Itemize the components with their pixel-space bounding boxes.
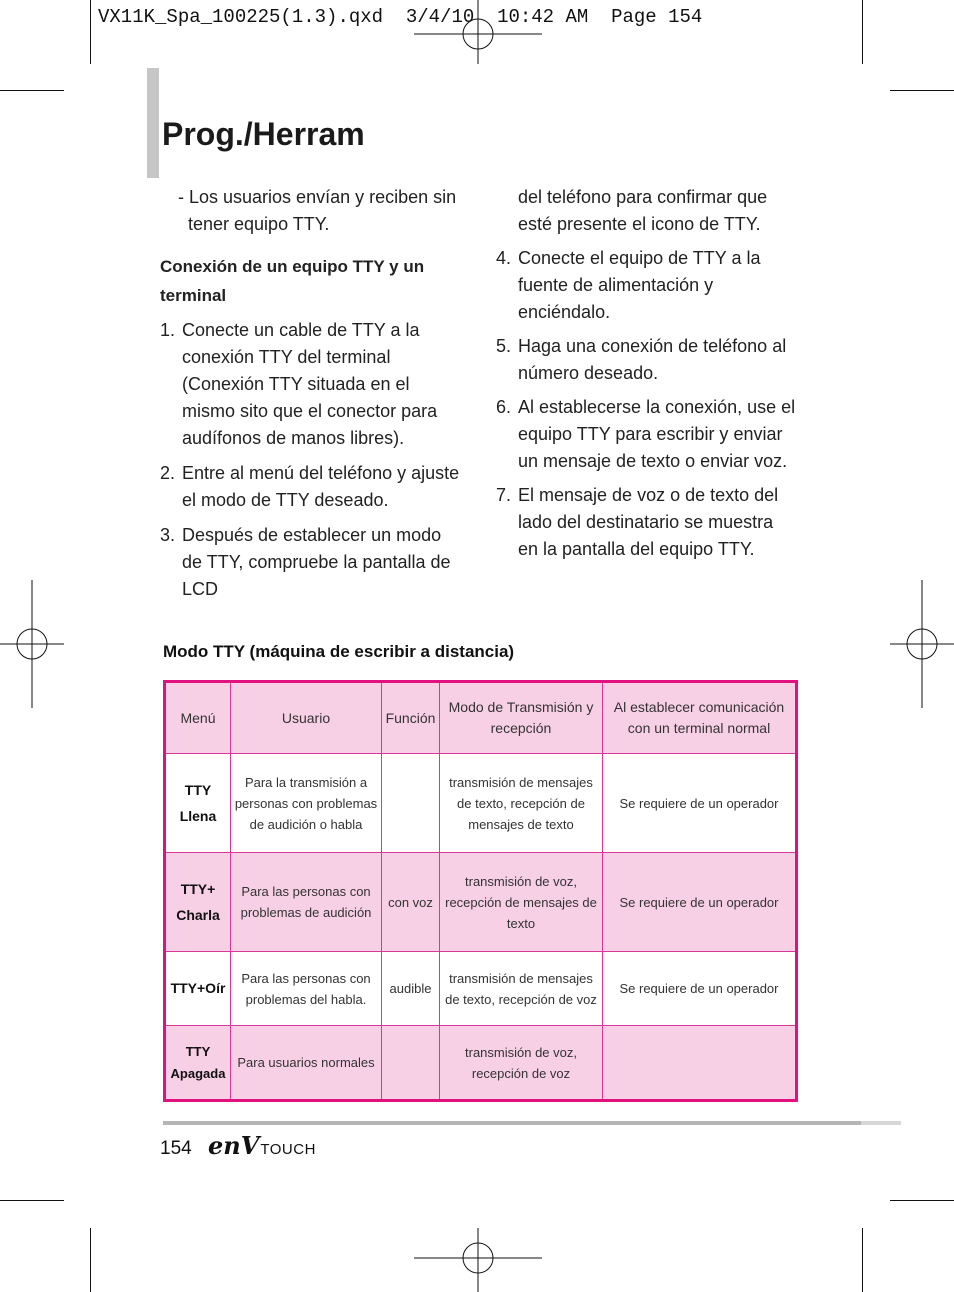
step-item — [496, 333, 796, 387]
bullet-paragraph: - Los usuarios envían y reciben sin tener equipo TTY. — [178, 187, 457, 234]
step-text: Después de establecer un modo de TTY, compruebe la pantalla de LCD — [182, 525, 451, 599]
table-cell-usuario: Para usuarios normales — [231, 1026, 382, 1101]
table-cell-modo: transmisión de voz, recepción de mensajes de texto — [440, 853, 603, 952]
table-header-cell: Menú — [165, 682, 231, 754]
step-item — [160, 317, 460, 452]
table-cell-modo: transmisión de mensajes de texto, recepción de mensajes de texto — [440, 754, 603, 853]
right-column — [496, 184, 796, 563]
brand-logo — [208, 1131, 316, 1160]
table-cell-menu — [165, 853, 231, 952]
table-cell-modo: transmisión de mensajes de texto, recepción de voz — [440, 952, 603, 1026]
table-cell-usuario: Para las personas con problemas de audición — [231, 853, 382, 952]
crop-mark — [890, 90, 954, 91]
table-header-cell: Modo de Transmisión y recepción — [440, 682, 603, 754]
tty-mode-table — [163, 680, 798, 1102]
table-cell-funcion — [382, 1026, 440, 1101]
table-header-cell: Usuario — [231, 682, 382, 754]
table-cell-menu — [165, 754, 231, 853]
brand-logo-touch: TOUCH — [260, 1141, 316, 1158]
print-slug: VX11K_Spa_100225(1.3).qxd 3/4/10 10:42 AM Page 154 — [98, 6, 703, 28]
table-cell-terminal: Se requiere de un operador — [603, 754, 797, 853]
table-cell-terminal — [603, 1026, 797, 1101]
table-row — [165, 853, 797, 952]
crop-mark — [90, 0, 91, 64]
step-number: 1. — [160, 320, 176, 340]
crop-mark — [90, 1228, 91, 1292]
table-header-cell: Función — [382, 682, 440, 754]
step-number: 3. — [160, 525, 176, 545]
table-cell-menu — [165, 952, 231, 1026]
title-accent-bar — [147, 68, 159, 178]
registration-mark-icon — [0, 580, 64, 708]
table-row — [165, 754, 797, 853]
brand-logo-env: enV — [208, 1131, 260, 1160]
left-column — [160, 184, 460, 603]
cell-text: TTY Apagada — [170, 1043, 226, 1081]
crop-mark — [862, 1228, 863, 1292]
step-text: Entre al menú del teléfono y ajuste el modo de TTY deseado. — [182, 463, 460, 510]
table-cell-modo: transmisión de voz, recepción de voz — [440, 1026, 603, 1101]
step-number: 7. — [496, 485, 512, 505]
table-cell-usuario: Para las personas con problemas del habla. — [231, 952, 382, 1026]
step-number: 2. — [160, 463, 176, 483]
step-item — [160, 522, 460, 603]
step-text: El mensaje de voz o de texto del lado del destinatario se muestra en la pantalla del equipo TTY. — [518, 485, 779, 559]
page-title: Prog./Herram — [162, 116, 365, 152]
step-text: Conecte un cable de TTY a la conexión TTY del terminal (Conexión TTY situada en el mismo sito que el conector para audífonos de manos libres). — [182, 320, 438, 448]
table-cell-funcion: audible — [382, 952, 440, 1026]
table-cell-funcion: con voz — [382, 853, 440, 952]
registration-mark-icon — [414, 0, 542, 64]
registration-mark-icon — [414, 1228, 542, 1292]
table-row — [165, 952, 797, 1026]
cell-text: TTY Llena — [179, 782, 217, 824]
registration-mark-icon — [890, 580, 954, 708]
cell-text: TTY+Oír — [170, 980, 226, 996]
table-cell-terminal: Se requiere de un operador — [603, 853, 797, 952]
step-item — [160, 460, 460, 514]
step-text: Haga una conexión de teléfono al número deseado. — [518, 336, 787, 383]
step-number: 4. — [496, 248, 512, 268]
crop-mark — [0, 1200, 64, 1201]
step-item — [496, 245, 796, 326]
table-cell-terminal: Se requiere de un operador — [603, 952, 797, 1026]
crop-mark — [890, 1200, 954, 1201]
section-heading: Conexión de un equipo TTY y un terminal — [160, 257, 425, 305]
step-item — [496, 482, 796, 563]
continuation-paragraph: del teléfono para confirmar que esté presente el icono de TTY. — [518, 187, 768, 234]
cell-text: TTY+ Charla — [176, 881, 220, 923]
page-number: 154 — [160, 1138, 192, 1159]
crop-mark — [862, 0, 863, 64]
table-row — [165, 1026, 797, 1101]
step-number: 6. — [496, 397, 512, 417]
table-header-row — [165, 682, 797, 754]
step-text: Conecte el equipo de TTY a la fuente de alimentación y enciéndalo. — [518, 248, 761, 322]
table-cell-funcion — [382, 754, 440, 853]
footer-divider — [861, 1121, 901, 1125]
step-item — [496, 394, 796, 475]
table-title: Modo TTY (máquina de escribir a distancia) — [163, 642, 515, 661]
table-cell-menu — [165, 1026, 231, 1101]
footer-divider — [163, 1121, 901, 1125]
step-text: Al establecerse la conexión, use el equipo TTY para escribir y enviar un mensaje de texto o enviar voz. — [518, 397, 796, 471]
crop-mark — [0, 90, 64, 91]
step-number: 5. — [496, 336, 512, 356]
table-header-cell: Al establecer comunicación con un terminal normal — [603, 682, 797, 754]
table-cell-usuario: Para la transmisión a personas con problemas de audición o habla — [231, 754, 382, 853]
